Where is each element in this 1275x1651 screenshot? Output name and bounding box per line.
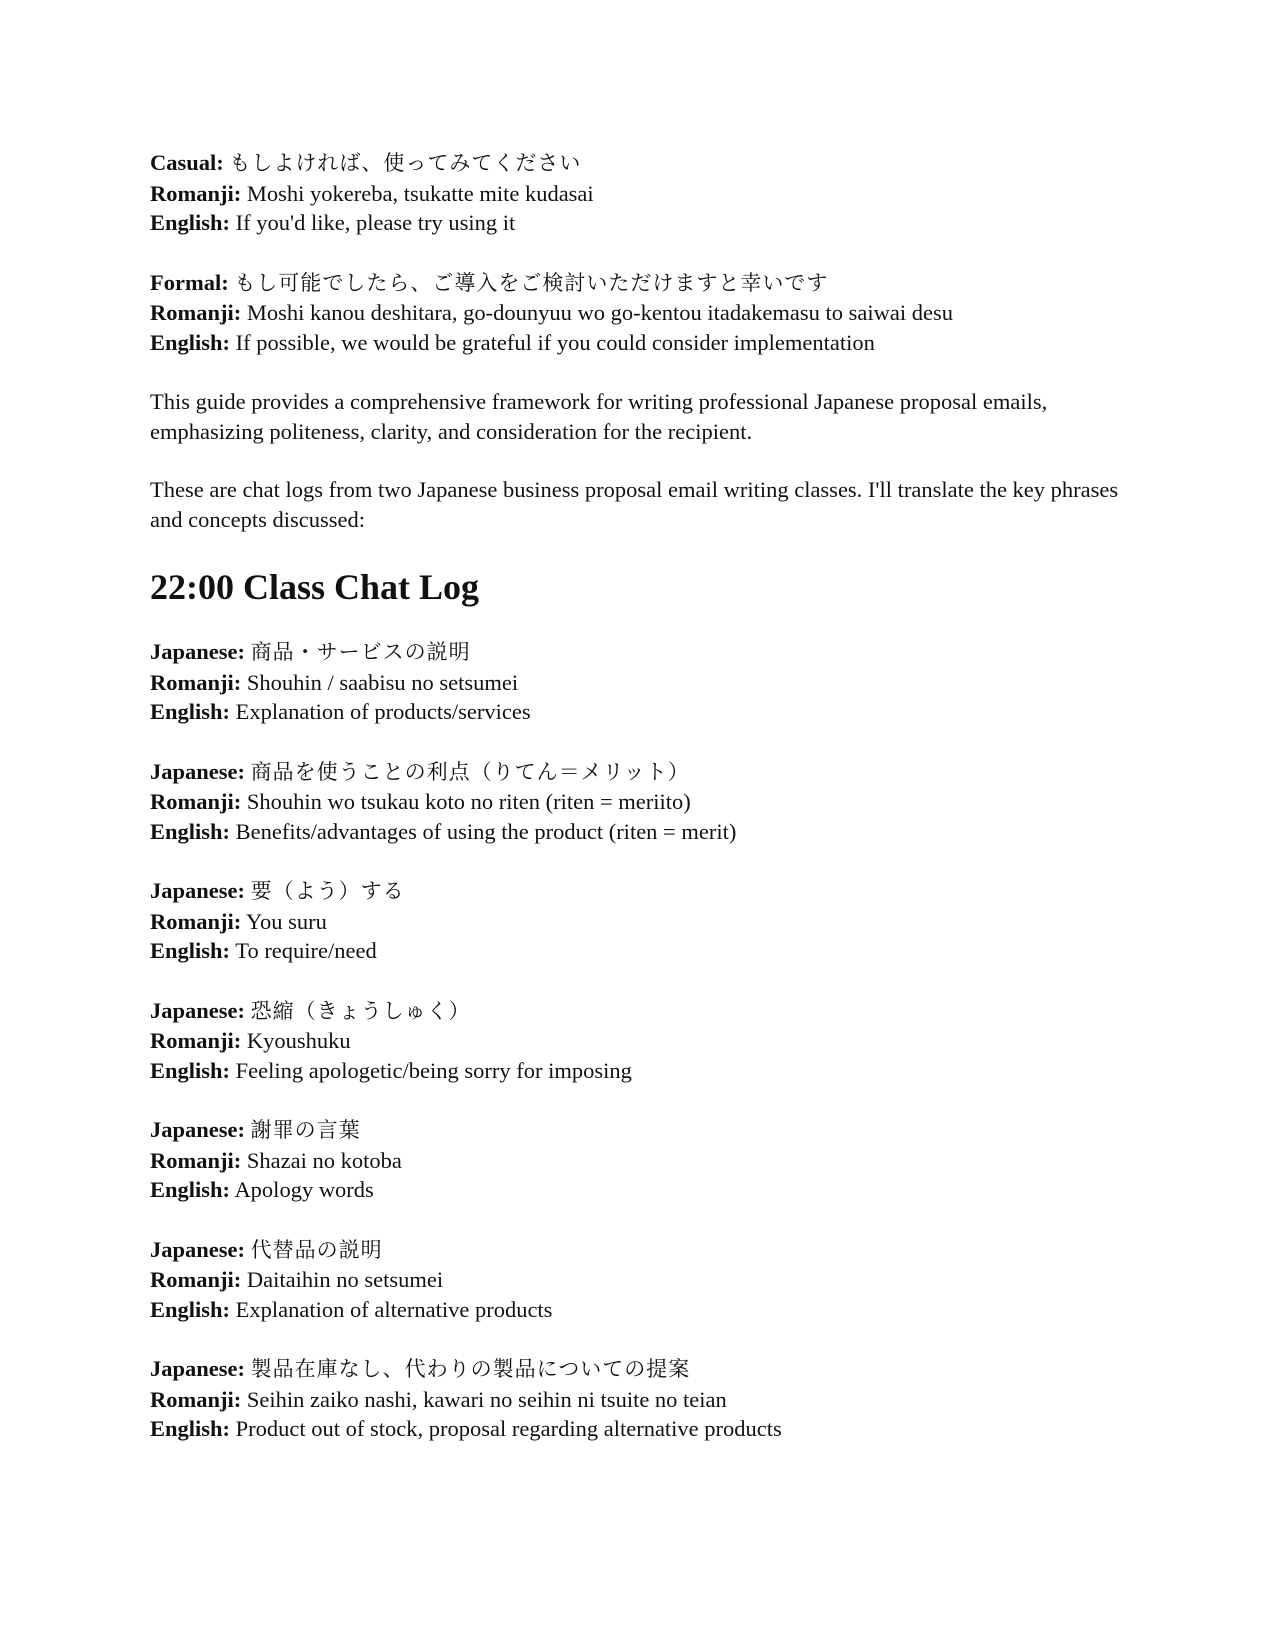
japanese-text: 商品・サービスの説明 [250,640,471,664]
chat-entry [150,757,1125,847]
romanji-text: Shouhin wo tsukau koto no riten (riten = meriito) [246,789,691,814]
romanji-text: Seihin zaiko nashi, kawari no seihin ni tsuite no teian [246,1386,727,1412]
casual-line [150,148,1125,179]
romanji-text: Moshi kanou deshitara, go-dounyuu wo go-kentou itadakemasu to saiwai desu [246,300,953,325]
english-text: Feeling apologetic/being sorry for imposing [235,1057,632,1083]
japanese-text: 要（よう）する [250,879,405,903]
english-label: English: [150,1057,231,1083]
chat-entry [150,1354,1125,1444]
english-line [150,936,1125,966]
japanese-text: 商品を使うことの利点（りてん＝メリット） [250,759,690,784]
formal-japanese: もし可能でしたら、ご導入をご検討いただけますと幸いです [234,270,829,295]
japanese-line [150,1115,1125,1146]
romanji-label: Romanji: [150,908,242,934]
phrase-entry-formal [150,268,1125,358]
english-line [150,697,1125,727]
romanji-text: Kyoushuku [246,1028,351,1053]
chat-log-intro-paragraph: These are chat logs from two Japanese business proposal email writing classes. I'll translate the key phrases and concepts discussed: [150,477,1119,532]
formal-label: Formal: [150,269,229,295]
english-text: Benefits/advantages of using the product (riten = merit) [235,818,737,844]
romanji-line [150,1385,1125,1415]
section-heading: 22:00 Class Chat Log [150,567,480,607]
japanese-label: Japanese: [150,758,245,784]
japanese-label: Japanese: [150,1117,245,1142]
romanji-label: Romanji: [150,1386,242,1412]
romanji-line [150,298,1125,328]
romanji-line [150,787,1125,817]
japanese-line [150,1354,1125,1385]
casual-label: Casual: [150,150,224,175]
romanji-line [150,907,1125,937]
japanese-line [150,757,1125,788]
english-label: English: [150,1296,231,1322]
english-label: English: [150,329,231,355]
japanese-label: Japanese: [150,878,245,903]
romanji-line [150,1265,1125,1295]
guide-summary-paragraph: This guide provides a comprehensive framework for writing professional Japanese proposal emails, emphasizing politeness, clarity, and consideration for the recipient. [150,389,1048,444]
romanji-label: Romanji: [150,1147,242,1173]
casual-japanese: もしよければ、使ってみてください [229,151,582,175]
english-line [150,328,1125,358]
english-text: If possible, we would be grateful if you could consider implementation [235,329,875,355]
romanji-label: Romanji: [150,300,242,325]
english-label: English: [150,210,231,235]
japanese-label: Japanese: [150,1236,245,1262]
romanji-line [150,1026,1125,1056]
romanji-line [150,668,1125,698]
chat-entry [150,1115,1125,1205]
japanese-line [150,876,1125,907]
formal-line [150,268,1125,299]
japanese-line [150,996,1125,1027]
romanji-label: Romanji: [150,669,242,695]
japanese-line [150,1235,1125,1266]
romanji-label: Romanji: [150,789,242,814]
romanji-text: Shazai no kotoba [246,1147,402,1173]
english-text: To require/need [235,938,377,963]
japanese-line [150,637,1125,668]
romanji-text: You suru [246,908,327,934]
english-label: English: [150,818,231,844]
japanese-label: Japanese: [150,639,245,664]
chat-entry [150,996,1125,1086]
romanji-label: Romanji: [150,180,242,206]
english-line [150,1295,1125,1325]
japanese-label: Japanese: [150,997,245,1023]
english-line [150,1056,1125,1086]
japanese-label: Japanese: [150,1356,245,1381]
romanji-text: Shouhin / saabisu no setsumei [246,669,519,695]
document-page [150,148,1125,1474]
japanese-text: 謝罪の言葉 [250,1118,361,1142]
english-label: English: [150,699,231,724]
romanji-text: Moshi yokereba, tsukatte mite kudasai [246,180,594,206]
english-line [150,817,1125,847]
chat-entry [150,637,1125,727]
english-line [150,1414,1125,1444]
japanese-text: 製品在庫なし、代わりの製品についての提案 [250,1357,691,1381]
chat-entry [150,1235,1125,1325]
romanji-line [150,1146,1125,1176]
english-label: English: [150,938,231,963]
english-label: English: [150,1416,231,1441]
chat-entry [150,876,1125,966]
phrase-entry-casual [150,148,1125,238]
romanji-line [150,179,1125,209]
english-line [150,1175,1125,1205]
japanese-text: 恐縮（きょうしゅく） [250,998,471,1023]
english-text: Product out of stock, proposal regarding alternative products [235,1416,782,1441]
english-text: Apology words [234,1177,374,1202]
english-label: English: [150,1177,231,1202]
english-line [150,208,1125,238]
romanji-text: Daitaihin no setsumei [246,1267,444,1292]
japanese-text: 代替品の説明 [250,1237,383,1262]
english-text: Explanation of products/services [235,699,531,724]
english-text: If you'd like, please try using it [235,210,516,235]
chat-entry-list [150,637,1125,1444]
romanji-label: Romanji: [150,1028,242,1053]
romanji-label: Romanji: [150,1267,242,1292]
english-text: Explanation of alternative products [235,1296,553,1322]
